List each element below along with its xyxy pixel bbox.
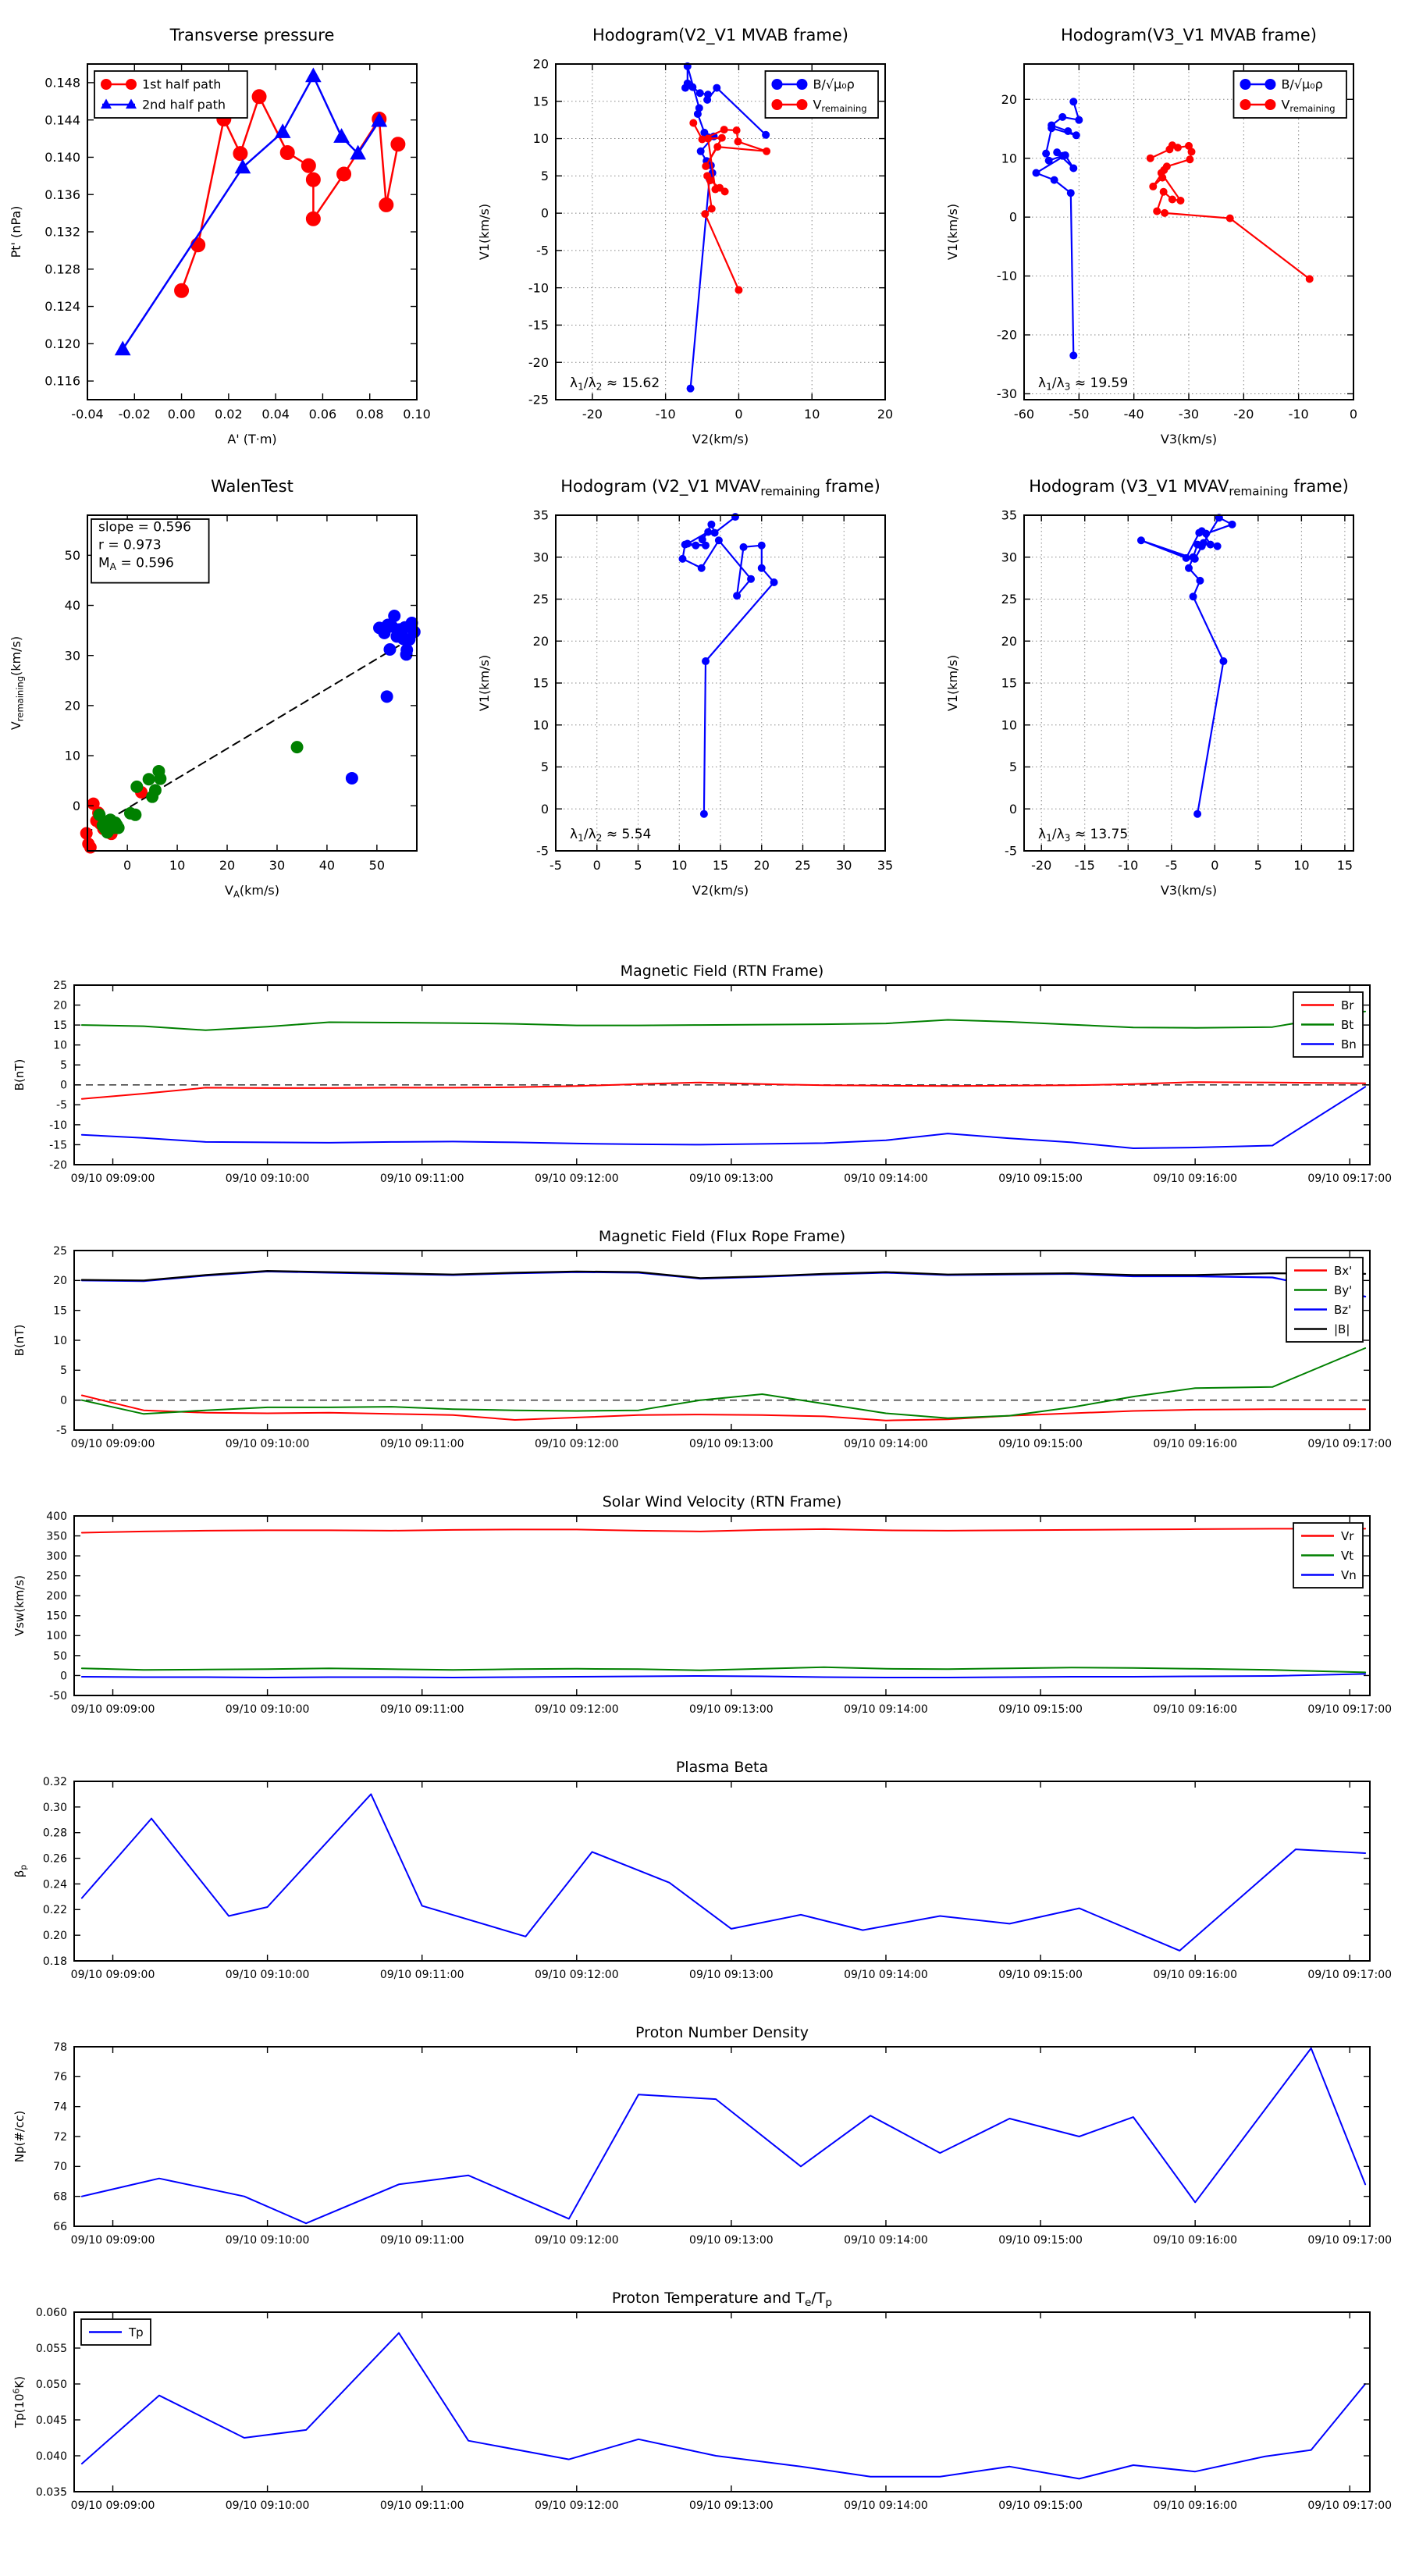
svg-text:-10: -10: [1288, 407, 1309, 422]
svg-text:20: 20: [53, 1275, 67, 1288]
svg-text:50: 50: [64, 547, 80, 563]
svg-text:-15: -15: [1074, 858, 1095, 873]
svg-text:βp: $\beta_p$: [12, 1864, 29, 1878]
svg-text:40: 40: [64, 598, 80, 614]
svg-text:B/√μ₀ρ: B/√μ₀ρ: [1281, 76, 1323, 92]
svg-text:Bx': Bx': [1334, 1263, 1353, 1278]
plot-hodogram-v2v1-mvab: [468, 0, 937, 451]
svg-text:25: 25: [53, 1244, 67, 1258]
plot-transverse-pressure: [0, 0, 468, 451]
svg-text:0.04: 0.04: [261, 407, 290, 422]
svg-text:40: 40: [318, 858, 336, 873]
svg-text:10: 10: [1001, 151, 1017, 166]
svg-text:-5: -5: [1165, 858, 1178, 873]
svg-text:100: 100: [46, 1630, 67, 1643]
svg-text:09/10 09:10:00: 09/10 09:10:00: [225, 1438, 310, 1450]
svg-text:Magnetic Field (Flux Rope Fram: Magnetic Field (Flux Rope Frame): [598, 1228, 846, 1245]
svg-text:30: 30: [836, 858, 852, 873]
svg-text:Vremaining(km/s): $V_{remaining}(km/s)$: [9, 635, 26, 731]
svg-text:09/10 09:16:00: 09/10 09:16:00: [1153, 1172, 1238, 1185]
svg-text:400: 400: [46, 1510, 67, 1523]
svg-text:09/10 09:12:00: 09/10 09:12:00: [534, 1703, 619, 1716]
plot-plasma-beta: [0, 1756, 1405, 2022]
svg-text:74: 74: [53, 2101, 67, 2114]
svg-text:250: 250: [46, 1570, 67, 1583]
svg-text:5: 5: [1254, 858, 1262, 873]
svg-text:Pt' (nPa): Pt' (nPa): [9, 205, 23, 258]
svg-text:-0.04: -0.04: [71, 407, 104, 422]
svg-text:-15: -15: [528, 318, 549, 333]
svg-text:0.040: 0.040: [35, 2450, 67, 2463]
svg-text:09/10 09:12:00: 09/10 09:12:00: [534, 1172, 619, 1185]
svg-text:10: 10: [64, 748, 80, 763]
svg-text:WalenTest: WalenTest: [211, 477, 293, 496]
svg-text:5: 5: [540, 168, 549, 183]
svg-text:Plasma Beta: Plasma Beta: [675, 1759, 769, 1776]
svg-text:0.28: 0.28: [42, 1827, 67, 1840]
svg-text:09/10 09:15:00: 09/10 09:15:00: [998, 2234, 1083, 2247]
svg-text:-20: -20: [528, 354, 549, 370]
svg-text:Vt: Vt: [1341, 1548, 1354, 1563]
svg-text:09/10 09:12:00: 09/10 09:12:00: [534, 1969, 619, 1981]
svg-text:Proton Number Density: Proton Number Density: [635, 2024, 809, 2041]
svg-text:09/10 09:15:00: 09/10 09:15:00: [998, 1969, 1083, 1981]
svg-text:09/10 09:09:00: 09/10 09:09:00: [70, 1969, 155, 1981]
svg-text:0: 0: [72, 798, 80, 813]
svg-text:5: 5: [634, 858, 642, 873]
plot-walen-test: [0, 451, 468, 902]
svg-text:-30: -30: [1178, 407, 1200, 422]
svg-text:-5: -5: [56, 1424, 67, 1437]
svg-text:20: 20: [64, 698, 80, 713]
svg-text:0.120: 0.120: [44, 336, 80, 351]
svg-text:09/10 09:11:00: 09/10 09:11:00: [379, 2234, 464, 2247]
svg-text:15: 15: [1001, 675, 1017, 691]
svg-text:10: 10: [532, 717, 549, 733]
svg-text:78: 78: [53, 2041, 67, 2054]
svg-text:-15: -15: [49, 1139, 67, 1152]
svg-text:09/10 09:17:00: 09/10 09:17:00: [1307, 1969, 1393, 1981]
svg-text:30: 30: [64, 648, 80, 664]
svg-text:A' (T·m): A' (T·m): [227, 432, 277, 447]
svg-text:35: 35: [532, 507, 549, 523]
svg-text:09/10 09:12:00: 09/10 09:12:00: [534, 2500, 619, 2512]
svg-text:By': By': [1334, 1283, 1353, 1297]
svg-text:-50: -50: [49, 1689, 67, 1703]
svg-text:0.24: 0.24: [42, 1878, 67, 1891]
svg-text:350: 350: [46, 1530, 67, 1543]
svg-text:0.045: 0.045: [35, 2414, 67, 2427]
svg-text:1st half path: 1st half path: [142, 76, 222, 92]
svg-text:λ1/λ2 ≈ 5.54: $\lambda_1/\lambda_2 \approx 5.54$: [570, 827, 652, 844]
svg-text:V1(km/s): V1(km/s): [945, 203, 960, 261]
svg-text:λ1/λ2 ≈ 15.62: $\lambda_1/\lambda_2 \approx 15.62$: [570, 375, 660, 393]
svg-text:0.116: 0.116: [44, 373, 80, 389]
plot-proton-number-density: [0, 2022, 1405, 2287]
svg-text:0.132: 0.132: [44, 224, 80, 240]
svg-text:-30: -30: [996, 386, 1017, 402]
svg-text:68: 68: [53, 2190, 67, 2204]
svg-text:5: 5: [60, 1059, 67, 1073]
svg-text:V1(km/s): V1(km/s): [477, 654, 492, 712]
svg-text:09/10 09:10:00: 09/10 09:10:00: [225, 1703, 310, 1716]
svg-text:10: 10: [1001, 717, 1017, 733]
svg-text:09/10 09:15:00: 09/10 09:15:00: [998, 1438, 1083, 1450]
svg-text:V3(km/s): V3(km/s): [1160, 883, 1218, 898]
svg-text:Hodogram(V3_V1 MVAB frame): Hodogram(V3_V1 MVAB frame): [1061, 26, 1317, 44]
svg-text:5: 5: [540, 760, 549, 775]
svg-text:09/10 09:17:00: 09/10 09:17:00: [1307, 2234, 1393, 2247]
svg-text:20: 20: [53, 999, 67, 1012]
svg-text:Bt: Bt: [1341, 1017, 1354, 1032]
svg-text:0: 0: [60, 1079, 67, 1092]
time-series-stack: [0, 960, 1405, 2553]
svg-text:0.22: 0.22: [42, 1904, 67, 1917]
svg-text:30: 30: [1001, 550, 1017, 565]
svg-text:0.050: 0.050: [35, 2378, 67, 2391]
svg-text:09/10 09:16:00: 09/10 09:16:00: [1153, 2234, 1238, 2247]
svg-text:09/10 09:10:00: 09/10 09:10:00: [225, 1172, 310, 1185]
svg-text:09/10 09:13:00: 09/10 09:13:00: [689, 1172, 774, 1185]
svg-text:25: 25: [532, 592, 549, 607]
svg-text:09/10 09:10:00: 09/10 09:10:00: [225, 2234, 310, 2247]
svg-text:30: 30: [532, 550, 549, 565]
svg-text:09/10 09:11:00: 09/10 09:11:00: [379, 1172, 464, 1185]
svg-text:0.148: 0.148: [44, 75, 80, 91]
svg-text:0: 0: [60, 1670, 67, 1683]
svg-text:Vr: Vr: [1341, 1528, 1354, 1543]
svg-text:-20: -20: [582, 407, 603, 422]
svg-text:Magnetic Field (RTN Frame): Magnetic Field (RTN Frame): [620, 962, 824, 980]
svg-text:-5: -5: [536, 843, 549, 859]
svg-text:Hodogram (V2_V1 MVAVremaining: Hodogram (V2_V1 $MVAV_{remaining}$ frame): [560, 477, 880, 499]
svg-text:10: 10: [804, 407, 820, 422]
svg-text:25: 25: [795, 858, 811, 873]
svg-text:Transverse pressure: Transverse pressure: [169, 26, 335, 44]
svg-text:15: 15: [53, 1304, 67, 1318]
svg-text:0.30: 0.30: [42, 1801, 67, 1814]
svg-text:20: 20: [1001, 633, 1017, 649]
plot-hodogram-v3v1-mvav: [937, 451, 1405, 902]
svg-text:-10: -10: [1118, 858, 1139, 873]
svg-text:09/10 09:15:00: 09/10 09:15:00: [998, 1703, 1083, 1716]
svg-text:20: 20: [219, 858, 236, 873]
svg-text:0.128: 0.128: [44, 262, 80, 277]
svg-text:09/10 09:11:00: 09/10 09:11:00: [379, 1438, 464, 1450]
svg-text:0: 0: [540, 205, 549, 221]
svg-text:09/10 09:15:00: 09/10 09:15:00: [998, 2500, 1083, 2512]
svg-text:20: 20: [532, 56, 549, 72]
svg-text:0.060: 0.060: [35, 2306, 67, 2319]
svg-text:15: 15: [712, 858, 729, 873]
svg-text:V3(km/s): V3(km/s): [1160, 432, 1218, 447]
svg-text:Proton Temperature and Te/Tp: Proton Temperature and $T_e/T_p$: [611, 2290, 833, 2310]
svg-text:0: 0: [592, 858, 601, 873]
svg-text:09/10 09:09:00: 09/10 09:09:00: [70, 1703, 155, 1716]
svg-text:300: 300: [46, 1550, 67, 1564]
svg-text:09/10 09:13:00: 09/10 09:13:00: [689, 1969, 774, 1981]
svg-text:Vremaining: $V_{remaining}$: [813, 97, 867, 115]
svg-text:V1(km/s): V1(km/s): [945, 654, 960, 712]
svg-text:09/10 09:13:00: 09/10 09:13:00: [689, 1438, 774, 1450]
svg-text:20: 20: [877, 407, 894, 422]
svg-text:VA(km/s): $V_A(km/s)$: [225, 883, 279, 900]
svg-text:10: 10: [532, 131, 549, 147]
svg-text:Hodogram (V3_V1 MVAVremaining: Hodogram (V3_V1 $MVAV_{remaining}$ frame): [1029, 477, 1349, 499]
svg-text:-50: -50: [1069, 407, 1090, 422]
svg-text:-5: -5: [56, 1099, 67, 1112]
svg-text:B(nT): B(nT): [12, 1324, 27, 1357]
svg-text:09/10 09:14:00: 09/10 09:14:00: [844, 1703, 928, 1716]
svg-text:09/10 09:17:00: 09/10 09:17:00: [1307, 1703, 1393, 1716]
svg-text:09/10 09:14:00: 09/10 09:14:00: [844, 1172, 928, 1185]
svg-text:35: 35: [1001, 507, 1017, 523]
svg-text:09/10 09:13:00: 09/10 09:13:00: [689, 2500, 774, 2512]
svg-text:09/10 09:10:00: 09/10 09:10:00: [225, 2500, 310, 2512]
svg-text:-10: -10: [528, 280, 549, 296]
svg-text:15: 15: [1336, 858, 1353, 873]
svg-text:0: 0: [1008, 209, 1017, 225]
svg-text:slope = 0.596: slope = 0.596: [98, 519, 191, 535]
plot-hodogram-v2v1-mvav: [468, 451, 937, 902]
svg-text:09/10 09:11:00: 09/10 09:11:00: [379, 1969, 464, 1981]
svg-text:Vsw(km/s): Vsw(km/s): [12, 1574, 27, 1637]
svg-text:Br: Br: [1341, 998, 1354, 1012]
svg-text:Tp(106K): $Tp(10^6K)$: [11, 2375, 27, 2428]
svg-text:09/10 09:12:00: 09/10 09:12:00: [534, 1438, 619, 1450]
plot-magnetic-field-rtn: [0, 960, 1405, 1226]
svg-text:15: 15: [532, 94, 549, 109]
svg-text:09/10 09:13:00: 09/10 09:13:00: [689, 2234, 774, 2247]
svg-text:20: 20: [753, 858, 770, 873]
svg-text:50: 50: [53, 1649, 67, 1663]
svg-text:15: 15: [532, 675, 549, 691]
svg-text:0.136: 0.136: [44, 187, 80, 202]
svg-text:0.035: 0.035: [35, 2485, 67, 2499]
svg-text:0.26: 0.26: [42, 1852, 67, 1866]
svg-text:09/10 09:12:00: 09/10 09:12:00: [534, 2234, 619, 2247]
svg-text:0.18: 0.18: [42, 1955, 67, 1968]
svg-text:0: 0: [1008, 801, 1017, 817]
svg-text:20: 20: [1001, 91, 1017, 107]
hodogram-row-1: [0, 0, 1405, 451]
svg-text:0.055: 0.055: [35, 2342, 67, 2355]
svg-text:09/10 09:14:00: 09/10 09:14:00: [844, 2234, 928, 2247]
svg-text:V2(km/s): V2(km/s): [692, 883, 749, 898]
svg-text:09/10 09:11:00: 09/10 09:11:00: [379, 2500, 464, 2512]
svg-text:B/√μ₀ρ: B/√μ₀ρ: [813, 76, 855, 92]
svg-text:09/10 09:09:00: 09/10 09:09:00: [70, 2500, 155, 2512]
svg-text:0: 0: [1211, 858, 1219, 873]
svg-text:09/10 09:17:00: 09/10 09:17:00: [1307, 1172, 1393, 1185]
svg-text:0: 0: [540, 801, 549, 817]
svg-text:09/10 09:17:00: 09/10 09:17:00: [1307, 1438, 1393, 1450]
svg-text:-5: -5: [536, 243, 549, 258]
svg-text:25: 25: [53, 979, 67, 992]
svg-text:25: 25: [1001, 592, 1017, 607]
svg-text:0.32: 0.32: [42, 1775, 67, 1788]
svg-text:Bn: Bn: [1341, 1037, 1357, 1051]
svg-text:10: 10: [53, 1039, 67, 1052]
svg-text:MA = 0.596: $M_A = 0.596$: [98, 555, 174, 572]
svg-text:-10: -10: [655, 407, 676, 422]
svg-text:-0.02: -0.02: [118, 407, 151, 422]
svg-text:72: 72: [53, 2130, 67, 2144]
svg-text:Bz': Bz': [1334, 1302, 1352, 1317]
svg-text:0.124: 0.124: [44, 299, 80, 315]
svg-text:-20: -20: [49, 1158, 67, 1172]
svg-text:0: 0: [1349, 407, 1358, 422]
svg-text:Np(#/cc): Np(#/cc): [12, 2110, 27, 2163]
svg-text:10: 10: [1293, 858, 1310, 873]
svg-text:2nd half path: 2nd half path: [142, 97, 226, 112]
svg-text:150: 150: [46, 1610, 67, 1623]
svg-text:Tp: Tp: [129, 2325, 144, 2339]
svg-text:-10: -10: [996, 269, 1017, 284]
svg-text:0: 0: [735, 407, 743, 422]
svg-text:09/10 09:11:00: 09/10 09:11:00: [379, 1703, 464, 1716]
svg-text:0: 0: [60, 1394, 67, 1407]
plot-magnetic-field-flux-rope: [0, 1226, 1405, 1491]
svg-text:Vremaining: $V_{remaining}$: [1281, 97, 1336, 115]
svg-text:0.20: 0.20: [42, 1930, 67, 1943]
svg-text:|B|: |B|: [1334, 1322, 1350, 1336]
svg-text:0.140: 0.140: [44, 150, 80, 165]
svg-text:0.02: 0.02: [215, 407, 243, 422]
svg-text:70: 70: [53, 2161, 67, 2174]
svg-text:09/10 09:16:00: 09/10 09:16:00: [1153, 2500, 1238, 2512]
svg-text:50: 50: [368, 858, 386, 873]
svg-text:09/10 09:16:00: 09/10 09:16:00: [1153, 1969, 1238, 1981]
svg-text:10: 10: [53, 1334, 67, 1347]
svg-text:0.08: 0.08: [355, 407, 384, 422]
svg-text:0.144: 0.144: [44, 112, 80, 128]
svg-text:10: 10: [169, 858, 186, 873]
svg-text:5: 5: [60, 1364, 67, 1378]
svg-text:200: 200: [46, 1590, 67, 1603]
svg-text:09/10 09:17:00: 09/10 09:17:00: [1307, 2500, 1393, 2512]
svg-text:0.06: 0.06: [308, 407, 337, 422]
svg-text:09/10 09:09:00: 09/10 09:09:00: [70, 1438, 155, 1450]
svg-text:09/10 09:09:00: 09/10 09:09:00: [70, 2234, 155, 2247]
svg-text:0.10: 0.10: [403, 407, 431, 422]
svg-text:10: 10: [671, 858, 688, 873]
svg-text:-20: -20: [1031, 858, 1052, 873]
svg-text:λ1/λ3 ≈ 19.59: $\lambda_1/\lambda_3 \approx 19.59$: [1038, 375, 1129, 393]
svg-text:-5: -5: [1005, 843, 1017, 859]
svg-text:r = 0.973: r = 0.973: [98, 537, 162, 553]
svg-text:09/10 09:14:00: 09/10 09:14:00: [844, 1438, 928, 1450]
svg-text:09/10 09:14:00: 09/10 09:14:00: [844, 2500, 928, 2512]
svg-text:-5: -5: [550, 858, 562, 873]
svg-text:20: 20: [532, 633, 549, 649]
svg-text:Hodogram(V2_V1 MVAB frame): Hodogram(V2_V1 MVAB frame): [592, 26, 848, 44]
svg-text:-10: -10: [49, 1119, 67, 1132]
svg-text:V1(km/s): V1(km/s): [477, 203, 492, 261]
svg-text:-40: -40: [1123, 407, 1144, 422]
svg-text:Solar Wind Velocity (RTN Frame: Solar Wind Velocity (RTN Frame): [602, 1493, 842, 1510]
plot-hodogram-v3v1-mvab: [937, 0, 1405, 451]
svg-text:76: 76: [53, 2071, 67, 2084]
svg-text:0: 0: [123, 858, 132, 873]
svg-text:Vn: Vn: [1341, 1567, 1357, 1582]
svg-text:0.00: 0.00: [167, 407, 196, 422]
svg-text:-25: -25: [528, 392, 549, 407]
svg-text:09/10 09:09:00: 09/10 09:09:00: [70, 1172, 155, 1185]
svg-text:V2(km/s): V2(km/s): [692, 432, 749, 447]
svg-text:30: 30: [269, 858, 286, 873]
svg-text:λ1/λ3 ≈ 13.75: $\lambda_1/\lambda_3 \approx 13.75$: [1038, 827, 1129, 844]
hodogram-row-2: [0, 451, 1405, 902]
svg-text:66: 66: [53, 2220, 67, 2233]
svg-text:09/10 09:14:00: 09/10 09:14:00: [844, 1969, 928, 1981]
svg-text:-60: -60: [1013, 407, 1035, 422]
svg-text:15: 15: [53, 1019, 67, 1033]
svg-text:09/10 09:10:00: 09/10 09:10:00: [225, 1969, 310, 1981]
svg-text:-20: -20: [996, 327, 1017, 343]
svg-text:-20: -20: [1233, 407, 1254, 422]
plot-proton-temperature: [0, 2287, 1405, 2553]
svg-text:09/10 09:16:00: 09/10 09:16:00: [1153, 1438, 1238, 1450]
svg-text:09/10 09:13:00: 09/10 09:13:00: [689, 1703, 774, 1716]
plot-solar-wind-velocity: [0, 1491, 1405, 1756]
svg-text:B(nT): B(nT): [12, 1059, 27, 1091]
svg-text:5: 5: [1008, 760, 1017, 775]
svg-text:35: 35: [877, 858, 894, 873]
svg-text:09/10 09:15:00: 09/10 09:15:00: [998, 1172, 1083, 1185]
svg-text:09/10 09:16:00: 09/10 09:16:00: [1153, 1703, 1238, 1716]
